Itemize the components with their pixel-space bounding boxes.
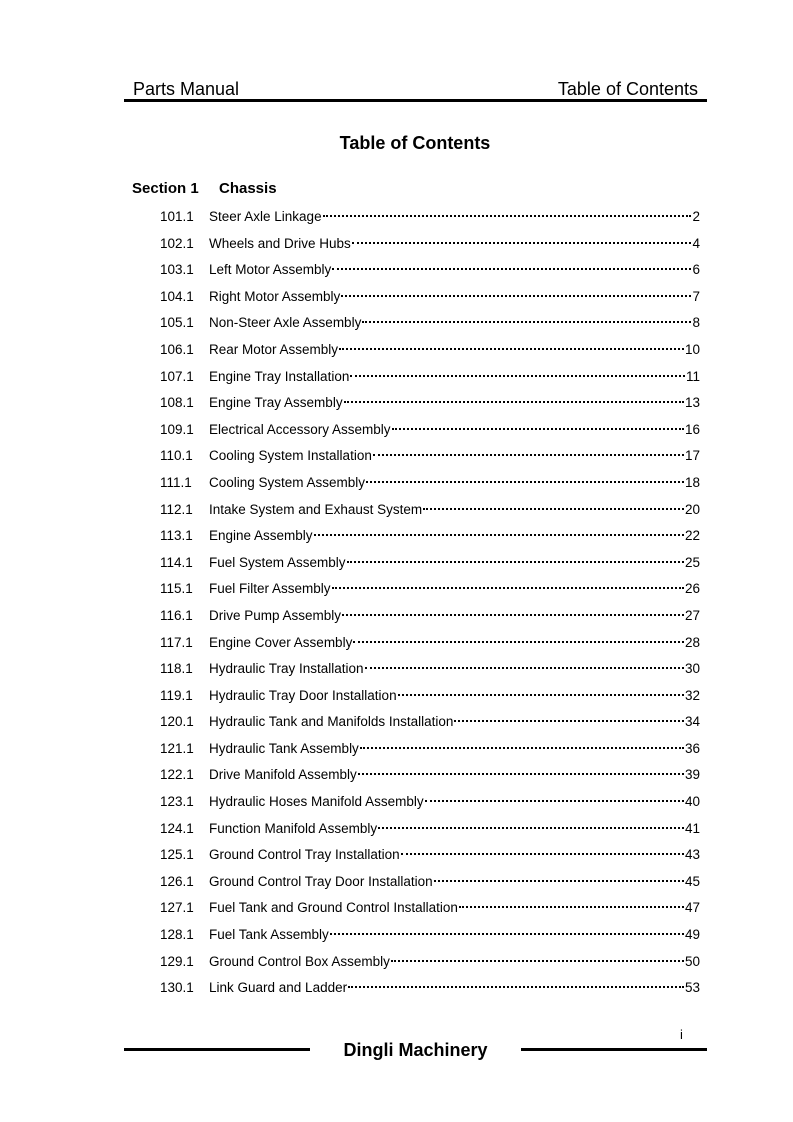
toc-entry-number: 110.1 xyxy=(160,448,193,464)
toc-dot-leader xyxy=(332,587,684,589)
toc-entry-page: 10 xyxy=(684,341,700,357)
toc-entry-page: 47 xyxy=(684,900,700,916)
toc-list xyxy=(160,207,700,1005)
toc-entry-number: 122.1 xyxy=(160,767,194,783)
toc-entry-title: Engine Assembly xyxy=(209,528,313,544)
toc-entry-page: 27 xyxy=(684,607,700,623)
toc-entry[interactable] xyxy=(160,207,700,234)
toc-entry[interactable] xyxy=(160,819,700,846)
toc-entry[interactable] xyxy=(160,500,700,527)
toc-entry-number: 128.1 xyxy=(160,927,194,943)
toc-entry-title: Ground Control Tray Door Installation xyxy=(209,873,433,889)
toc-entry-number: 123.1 xyxy=(160,794,194,810)
toc-entry-page: 32 xyxy=(684,687,700,703)
toc-entry[interactable] xyxy=(160,579,700,606)
toc-entry-number: 109.1 xyxy=(160,421,194,437)
toc-entry-number: 103.1 xyxy=(160,262,194,278)
toc-entry-title: Electrical Accessory Assembly xyxy=(209,421,391,437)
toc-dot-leader xyxy=(332,268,691,270)
toc-dot-leader xyxy=(358,773,684,775)
toc-entry[interactable] xyxy=(160,952,700,979)
toc-entry-number: 108.1 xyxy=(160,395,194,411)
toc-entry-page: 39 xyxy=(684,767,700,783)
toc-entry-page: 25 xyxy=(684,554,700,570)
toc-entry-number: 107.1 xyxy=(160,368,194,384)
toc-entry-number: 106.1 xyxy=(160,341,194,357)
toc-entry-title: Intake System and Exhaust System xyxy=(209,501,423,517)
toc-entry[interactable] xyxy=(160,739,700,766)
toc-entry[interactable] xyxy=(160,925,700,952)
toc-entry-title: Drive Pump Assembly xyxy=(209,607,342,623)
toc-entry[interactable] xyxy=(160,978,700,1005)
toc-entry-page: 49 xyxy=(684,927,700,943)
toc-entry-title: Cooling System Installation xyxy=(209,448,372,464)
toc-entry[interactable] xyxy=(160,473,700,500)
footer-divider-left xyxy=(124,1048,310,1051)
header-section-name: Table of Contents xyxy=(557,79,698,99)
toc-entry-title: Fuel System Assembly xyxy=(209,554,346,570)
toc-dot-leader xyxy=(362,321,691,323)
toc-entry[interactable] xyxy=(160,367,700,394)
toc-entry[interactable] xyxy=(160,633,700,660)
toc-entry-number: 101.1 xyxy=(160,209,194,224)
toc-entry[interactable] xyxy=(160,898,700,925)
toc-dot-leader xyxy=(425,800,684,802)
toc-entry-page: 2 xyxy=(692,209,700,224)
toc-entry-page: 8 xyxy=(692,315,700,331)
toc-entry[interactable] xyxy=(160,872,700,899)
toc-entry[interactable] xyxy=(160,712,700,739)
toc-dot-leader xyxy=(347,561,684,563)
toc-dot-leader xyxy=(344,401,684,403)
toc-entry-number: 117.1 xyxy=(160,634,193,650)
toc-entry-number: 111.1 xyxy=(160,474,192,490)
toc-dot-leader xyxy=(398,694,684,696)
footer-divider-right xyxy=(521,1048,707,1051)
toc-entry-number: 116.1 xyxy=(160,607,193,623)
toc-entry-title: Fuel Tank and Ground Control Installation xyxy=(209,900,458,916)
toc-entry-page: 30 xyxy=(684,661,700,677)
toc-dot-leader xyxy=(454,720,684,722)
toc-entry-title: Steer Axle Linkage xyxy=(209,209,322,224)
toc-entry[interactable] xyxy=(160,313,700,340)
toc-entry[interactable] xyxy=(160,606,700,633)
toc-entry-page: 22 xyxy=(684,528,700,544)
toc-entry-title: Right Motor Assembly xyxy=(209,288,341,304)
toc-entry[interactable] xyxy=(160,420,700,447)
toc-dot-leader xyxy=(392,428,684,430)
toc-entry-title: Drive Manifold Assembly xyxy=(209,767,357,783)
toc-entry-number: 130.1 xyxy=(160,980,194,996)
toc-dot-leader xyxy=(330,933,684,935)
toc-entry-page: 43 xyxy=(684,847,700,863)
toc-entry-title: Hydraulic Hoses Manifold Assembly xyxy=(209,794,424,810)
toc-dot-leader xyxy=(459,906,684,908)
toc-entry-number: 113.1 xyxy=(160,528,193,544)
toc-entry-number: 115.1 xyxy=(160,581,193,597)
toc-dot-leader xyxy=(342,614,684,616)
toc-entry-number: 126.1 xyxy=(160,873,194,889)
toc-entry-page: 45 xyxy=(684,873,700,889)
toc-entry-title: Engine Tray Assembly xyxy=(209,395,343,411)
toc-entry[interactable] xyxy=(160,792,700,819)
toc-dot-leader xyxy=(401,853,684,855)
toc-dot-leader xyxy=(366,481,684,483)
toc-dot-leader xyxy=(353,641,684,643)
toc-entry-page: 41 xyxy=(684,820,700,836)
toc-entry[interactable] xyxy=(160,526,700,553)
page-number: i xyxy=(680,1027,683,1042)
toc-entry[interactable] xyxy=(160,260,700,287)
toc-entry-number: 105.1 xyxy=(160,315,194,331)
toc-entry-page: 11 xyxy=(685,368,700,384)
toc-dot-leader xyxy=(360,747,684,749)
page-title: Table of Contents xyxy=(339,133,491,153)
toc-entry-page: 34 xyxy=(684,714,700,730)
toc-dot-leader xyxy=(378,827,684,829)
toc-entry-page: 17 xyxy=(684,448,700,464)
toc-entry[interactable] xyxy=(160,845,700,872)
toc-entry-title: Engine Tray Installation xyxy=(209,368,350,384)
toc-entry-title: Function Manifold Assembly xyxy=(209,820,378,836)
toc-entry-page: 50 xyxy=(684,953,700,969)
toc-entry-page: 13 xyxy=(684,395,700,411)
toc-dot-leader xyxy=(314,534,684,536)
toc-entry-title: Fuel Tank Assembly xyxy=(209,927,329,943)
toc-dot-leader xyxy=(423,508,684,510)
toc-entry-number: 119.1 xyxy=(160,687,193,703)
toc-entry-title: Ground Control Box Assembly xyxy=(209,953,390,969)
toc-dot-leader xyxy=(339,348,684,350)
toc-entry[interactable] xyxy=(160,553,700,580)
header-manual-name: Parts Manual xyxy=(133,79,240,99)
toc-entry-title: Ground Control Tray Installation xyxy=(209,847,400,863)
toc-entry-title: Hydraulic Tray Installation xyxy=(209,661,364,677)
toc-dot-leader xyxy=(348,986,684,988)
section-name: Chassis xyxy=(219,180,277,197)
toc-entry-title: Rear Motor Assembly xyxy=(209,341,339,357)
toc-entry-number: 124.1 xyxy=(160,820,194,836)
toc-dot-leader xyxy=(391,960,684,962)
toc-entry-page: 7 xyxy=(692,288,700,304)
toc-entry[interactable] xyxy=(160,393,700,420)
toc-dot-leader xyxy=(323,215,692,217)
toc-entry-page: 4 xyxy=(692,235,700,251)
section-number: Section 1 xyxy=(132,180,199,197)
toc-entry[interactable] xyxy=(160,234,700,261)
toc-entry-page: 40 xyxy=(684,794,700,810)
toc-entry-page: 26 xyxy=(684,581,700,597)
toc-entry-number: 125.1 xyxy=(160,847,194,863)
toc-dot-leader xyxy=(352,242,692,244)
toc-entry-number: 118.1 xyxy=(160,661,193,677)
toc-dot-leader xyxy=(350,375,685,377)
toc-entry-title: Fuel Filter Assembly xyxy=(209,581,331,597)
toc-entry-title: Engine Cover Assembly xyxy=(209,634,353,650)
toc-entry-title: Left Motor Assembly xyxy=(209,262,332,278)
toc-entry[interactable] xyxy=(160,340,700,367)
toc-entry-number: 120.1 xyxy=(160,714,194,730)
toc-entry-page: 18 xyxy=(684,474,700,490)
toc-entry-page: 6 xyxy=(692,262,700,278)
toc-entry[interactable] xyxy=(160,287,700,314)
toc-entry-number: 129.1 xyxy=(160,953,194,969)
toc-entry-page: 16 xyxy=(684,421,700,437)
toc-dot-leader xyxy=(434,880,684,882)
footer-brand: Dingli Machinery xyxy=(343,1040,488,1060)
toc-entry-number: 102.1 xyxy=(160,235,194,251)
toc-entry-number: 127.1 xyxy=(160,900,194,916)
toc-entry-number: 121.1 xyxy=(160,740,194,756)
toc-entry-number: 104.1 xyxy=(160,288,194,304)
toc-dot-leader xyxy=(373,454,684,456)
toc-entry-title: Hydraulic Tank Assembly xyxy=(209,740,359,756)
toc-entry-title: Hydraulic Tank and Manifolds Installation xyxy=(209,714,454,730)
header-divider xyxy=(124,99,707,102)
toc-entry-title: Cooling System Assembly xyxy=(209,474,366,490)
toc-entry[interactable] xyxy=(160,765,700,792)
toc-entry-number: 112.1 xyxy=(160,501,193,517)
toc-dot-leader xyxy=(365,667,684,669)
toc-entry-page: 36 xyxy=(684,740,700,756)
toc-entry[interactable] xyxy=(160,659,700,686)
toc-entry[interactable] xyxy=(160,446,700,473)
section-heading xyxy=(132,180,277,198)
toc-entry-title: Hydraulic Tray Door Installation xyxy=(209,687,397,703)
toc-entry-title: Wheels and Drive Hubs xyxy=(209,235,351,251)
toc-entry-page: 20 xyxy=(684,501,700,517)
toc-entry[interactable] xyxy=(160,686,700,713)
toc-entry-title: Link Guard and Ladder xyxy=(209,980,348,996)
toc-entry-page: 28 xyxy=(684,634,700,650)
toc-entry-title: Non-Steer Axle Assembly xyxy=(209,315,362,331)
toc-entry-page: 53 xyxy=(684,980,700,996)
toc-entry-number: 114.1 xyxy=(160,554,193,570)
toc-dot-leader xyxy=(341,295,691,297)
